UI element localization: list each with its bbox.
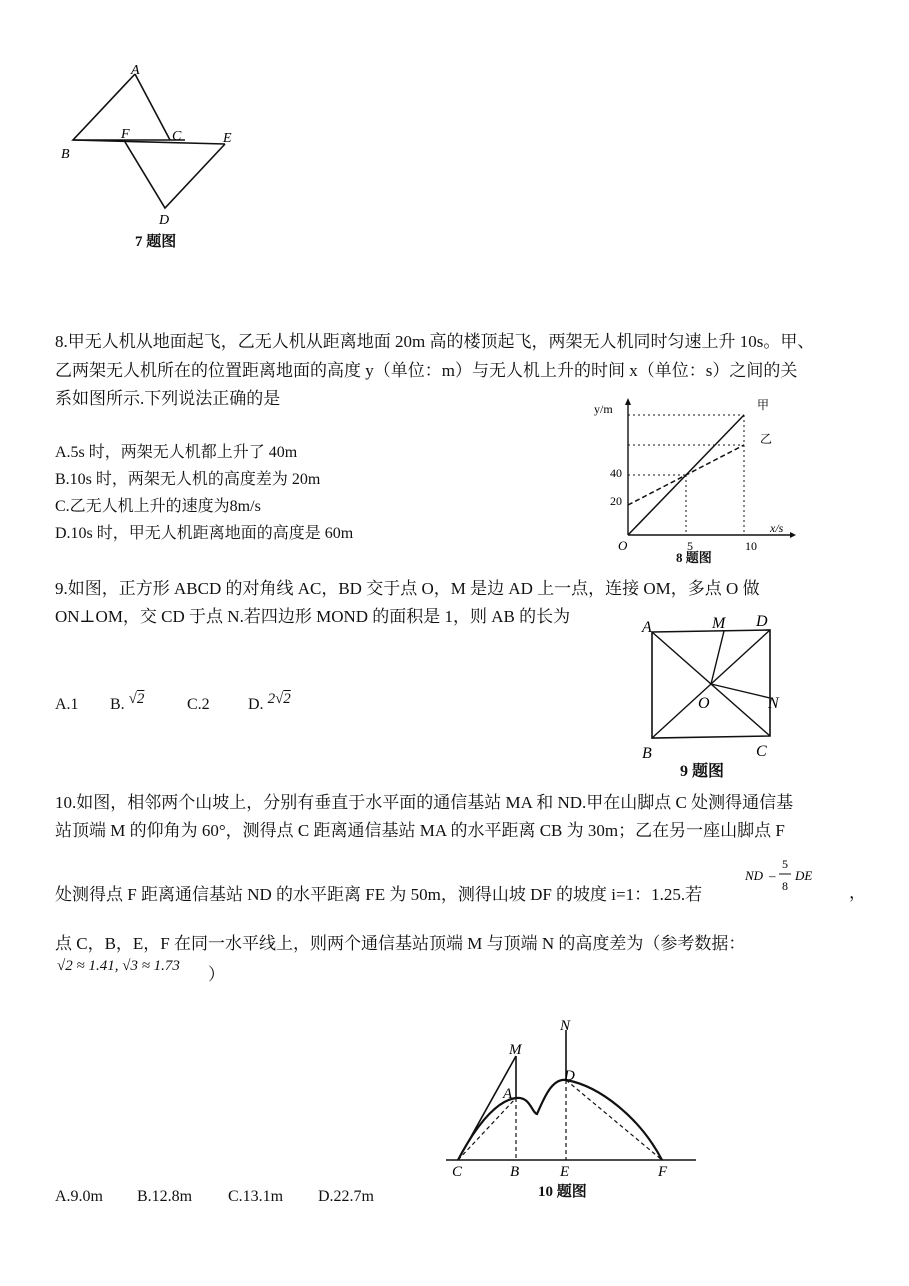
y-tick-40: 40 (610, 466, 622, 480)
q10-label-B: B (510, 1164, 520, 1180)
q8-chart-svg (590, 395, 800, 570)
two-sqrt2-expression: 2√2 (267, 691, 291, 707)
q8-option-d[interactable]: D.10s 时，甲无人机距离地面的高度是 60m (55, 525, 354, 542)
q9-option-d[interactable] (248, 691, 291, 719)
q9-label-C: C (756, 743, 767, 760)
svg-text:8: 8 (782, 879, 788, 893)
q9-label-N: N (768, 695, 779, 712)
q9-option-d-label: D. (248, 696, 264, 713)
q7-caption: 7 题图 (135, 234, 177, 250)
q10-diagram (440, 1008, 700, 1203)
x-tick-5: 5 (687, 539, 693, 553)
q8-line1: 8.甲无人机从地面起飞，乙无人机从距离地面 20m 高的楼顶起飞，两架无人机同时匀速上升 10s。甲、 (55, 332, 815, 351)
q10-label-N: N (560, 1018, 571, 1034)
y-axis-label: y/m (594, 402, 613, 416)
q8-option-c[interactable]: C.乙无人机上升的速度为8m/s (55, 498, 261, 515)
q10-option-c[interactable]: C.13.1m (228, 1188, 284, 1205)
q9-line1: 9.如图，正方形 ABCD 的对角线 AC，BD 交于点 O，M 是边 AD 上一点，连接 OM，多点 O 做 (55, 579, 760, 598)
q8-line3: 系如图所示.下列说法正确的是 (55, 389, 281, 408)
svg-text:DE: DE (795, 868, 813, 883)
q10-caption: 10 题图 (538, 1184, 587, 1200)
q10-figure (440, 1008, 700, 1203)
q7-label-E: E (223, 131, 232, 146)
q9-label-O: O (698, 695, 710, 712)
q10-option-d[interactable]: D.22.7m (318, 1188, 374, 1205)
q9-label-B: B (642, 745, 652, 762)
q9-option-b[interactable] (110, 691, 144, 719)
q10-line2: 站顶端 M 的仰角为 60°，测得点 C 距离通信基站 MA 的水平距离 CB 为 30m；乙在另一座山脚点 F (55, 821, 785, 840)
y-tick-20: 20 (610, 494, 622, 508)
q7-label-A: A (131, 63, 140, 78)
x-tick-10: 10 (745, 539, 757, 553)
x-axis-label: x/s (770, 521, 784, 535)
series-label-jia: 甲 (757, 398, 770, 412)
q9-line2: ON⊥OM，交 CD 于点 N.若四边形 MOND 的面积是 1，则 AB 的长为 (55, 607, 571, 626)
q8-option-a[interactable]: A.5s 时，两架无人机都上升了 40m (55, 444, 298, 461)
q7-figure (55, 60, 255, 260)
q10-reference-data: √2 ≈ 1.41, √3 ≈ 1.73 (57, 958, 180, 974)
origin-label: O (618, 538, 628, 553)
q10-label-D: D (564, 1068, 575, 1084)
q7-label-C: C (172, 129, 182, 144)
q10-option-b[interactable]: B.12.8m (137, 1188, 193, 1205)
q10-line4: 点 C，B，E，F 在同一水平线上，则两个通信基站顶端 M 与顶端 N 的高度差为（参考数据： (55, 934, 746, 953)
q9-option-b-label: B. (110, 696, 125, 713)
q10-line3: 处测得点 F 距离通信基站 ND 的水平距离 FE 为 50m，测得山坡 DF 的坡度 i=1：1.25.若 (55, 885, 703, 904)
svg-text:–: – (769, 868, 776, 883)
q10-label-F: F (658, 1164, 668, 1180)
q10-line1: 10.如图，相邻两个山坡上，分别有垂直于水平面的通信基站 MA 和 ND.甲在山脚点 C 处测得通信基 (55, 793, 794, 812)
series-label-yi: 乙 (760, 432, 773, 446)
q10-label-C: C (452, 1164, 463, 1180)
q10-option-a[interactable]: A.9.0m (55, 1188, 103, 1205)
q10-label-M: M (509, 1042, 522, 1058)
q9-caption: 9 题图 (680, 763, 725, 780)
q8-line2: 乙两架无人机所在的位置距离地面的高度 y（单位：m）与无人机上升的时间 x（单位：s）之间的关 (55, 361, 798, 380)
sqrt2-expression: √2 (128, 691, 145, 707)
q9-figure (630, 612, 800, 782)
q9-label-A: A (642, 619, 652, 636)
q10-label-E: E (560, 1164, 570, 1180)
q9-diagram (630, 612, 800, 762)
q10-label-A: A (503, 1086, 513, 1102)
svg-text:ND: ND (745, 868, 764, 883)
q7-label-D: D (159, 213, 170, 228)
q7-label-B: B (61, 147, 70, 162)
q9-label-D: D (756, 613, 768, 630)
q8-chart (590, 395, 800, 570)
q9-option-c[interactable]: C.2 (187, 696, 210, 713)
q7-label-F: F (121, 127, 130, 142)
q9-label-M: M (712, 615, 726, 632)
q8-caption: 8 题图 (676, 550, 712, 565)
svg-text:5: 5 (782, 857, 788, 871)
nd-ratio-expression (745, 852, 855, 898)
q8-option-b[interactable]: B.10s 时，两架无人机的高度差为 20m (55, 471, 321, 488)
q9-option-a[interactable]: A.1 (55, 696, 79, 713)
